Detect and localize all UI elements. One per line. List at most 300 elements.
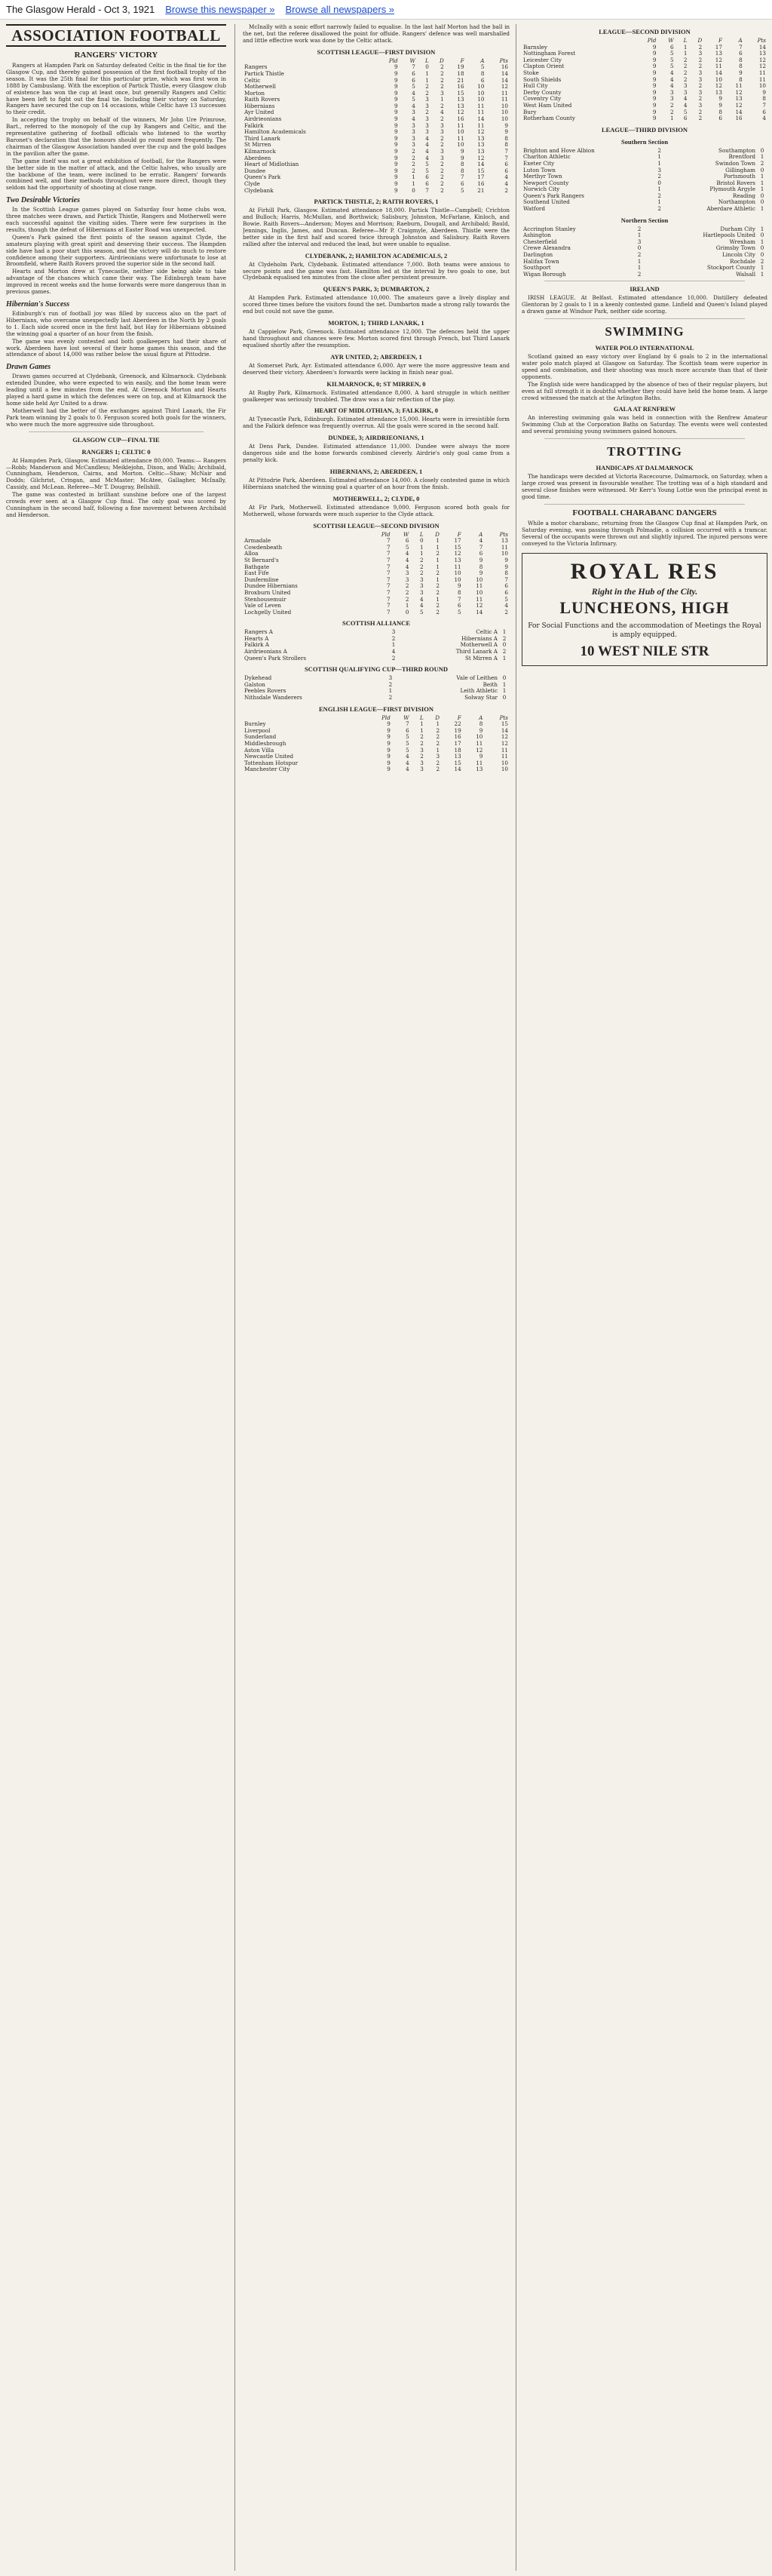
away-team: Lincoln City — [721, 251, 755, 259]
stat-cell: 11 — [501, 89, 508, 97]
article-paragraph: In the Scottish League games played on Saturday four home clubs won, three matches were drawn, and Partick Thistle, Rangers and Motherwell were each successful against the visiting sides. There were few surprises in the results, though the defeat of Hibernians at Easter Road was unexpected. — [6, 206, 226, 233]
browse-all-newspapers-link[interactable]: Browse all newspapers » — [285, 4, 395, 15]
match-report-text: At Firhill Park, Glasgow. Estimated attendance 18,000. Partick Thistle—Campbell; Crichton and Bulloch; Harris, McMullan, and Borthwick; Salisbury, Johnston, McFarlane, Kinloch, and Bowie. Raith Rovers—Anderson; Moyes and Morrison; Raeburn, Dougall, and Archibald; Bauld, Jennings, Inglis, James, and Duncan. Referee—Mr P. Craigmyle, Aberdeen. Thistle were the better side in the first half and scored twice through Johnston and Salisbury. Raith Rovers rallied after the interval and reduced the lead, but were unable to equalise. — [243, 207, 510, 247]
team-name-cell: Sunderland — [244, 733, 277, 741]
away-team: Solway Star — [464, 694, 498, 702]
stat-cell: 10 — [477, 83, 485, 91]
stat-cell: 10 — [501, 766, 508, 773]
stat-cell: 8 — [480, 69, 485, 77]
home-score: 3 — [388, 674, 393, 682]
stat-cell: 3 — [425, 102, 429, 109]
stat-cell: 2 — [683, 69, 688, 76]
stat-cell: 1 — [420, 720, 424, 728]
stat-cell: 9 — [504, 556, 508, 563]
stat-cell: 2 — [436, 550, 440, 557]
home-score: 4 — [391, 648, 396, 656]
away-team: Hibernians A — [461, 634, 498, 642]
stat-cell: 8 — [479, 720, 483, 728]
stat-cell: 1 — [425, 69, 429, 77]
table-row — [243, 161, 510, 168]
team-name-cell: Broxburn United — [244, 588, 291, 596]
home-team: Dykehead — [244, 674, 272, 682]
stat-cell: 9 — [479, 753, 483, 760]
home-score: 2 — [637, 270, 642, 278]
stat-cell: 5 — [425, 167, 429, 174]
team-name-cell: Rangers — [244, 63, 268, 71]
table-header-row — [522, 38, 767, 45]
stat-cell: 9 — [504, 121, 508, 129]
home-team: Southend United — [523, 198, 570, 206]
stat-cell: 6 — [412, 76, 415, 84]
stat-cell: 11 — [501, 753, 508, 760]
table-header-cell: L — [425, 57, 429, 64]
match-report-heading: MORTON, 1; THIRD LANARK, 1 — [328, 319, 424, 327]
stat-cell: 2 — [698, 115, 703, 122]
stat-cell: 6 — [504, 161, 508, 168]
match-report-heading: HEART OF MIDLOTHIAN, 3; FALKIRK, 0 — [314, 407, 439, 415]
divider — [544, 503, 745, 505]
stat-cell: 6 — [405, 537, 409, 545]
stat-cell: 4 — [670, 75, 674, 83]
stat-cell: 9 — [387, 733, 391, 741]
ad-title: ROYAL RES — [570, 559, 719, 585]
away-team: Vale of Leithen — [456, 674, 498, 682]
stat-cell: 2 — [698, 63, 703, 70]
stat-cell: 9 — [652, 95, 657, 103]
stat-cell: 9 — [394, 173, 398, 181]
ad-address: 10 WEST NILE STR — [580, 643, 709, 660]
home-team: Newport County — [523, 179, 569, 186]
stat-cell: 2 — [436, 766, 440, 773]
article-paragraph: Scotland gained an easy victory over England by 6 goals to 2 in the international water polo match played at Glasgow on Saturday. The Scottish team were superior in speed and combination, and their shooting was much more accurate than that of their opponents. — [522, 353, 767, 380]
stat-cell: 11 — [477, 109, 485, 116]
stat-cell: 21 — [477, 186, 485, 194]
away-team: Northampton — [718, 198, 755, 206]
stat-cell: 1 — [436, 563, 440, 570]
home-score: 0 — [637, 244, 642, 252]
stat-cell: 4 — [683, 101, 688, 109]
team-name-cell: Burnley — [244, 720, 266, 728]
advertisement — [522, 553, 767, 666]
match-report-heading: HIBERNIANS, 2; ABERDEEN, 1 — [329, 467, 423, 475]
stat-cell: 2 — [436, 608, 440, 616]
stat-cell: 6 — [739, 50, 743, 57]
table-row — [243, 136, 510, 143]
away-team: Walsall — [736, 270, 755, 278]
result-row — [243, 675, 510, 682]
away-team: Celtic A — [476, 628, 498, 636]
table-header-cell: D — [439, 57, 444, 64]
stat-cell: 2 — [425, 83, 429, 91]
stat-cell: 3 — [440, 128, 444, 136]
stat-cell: 2 — [405, 582, 409, 590]
table-row — [243, 597, 510, 603]
table-row — [243, 174, 510, 181]
home-team: Southport — [523, 264, 551, 272]
stat-cell: 16 — [735, 115, 743, 122]
stat-cell: 3 — [420, 759, 424, 766]
stat-cell: 14 — [501, 69, 508, 77]
match-report-heading: PARTICK THISTLE, 2; RAITH ROVERS, 1 — [314, 198, 439, 206]
stat-cell: 9 — [394, 121, 398, 129]
home-score: 1 — [637, 257, 642, 265]
stat-cell: 5 — [420, 608, 424, 616]
stat-cell: 11 — [501, 543, 508, 551]
team-name-cell: Manchester City — [244, 766, 290, 773]
stat-cell: 13 — [457, 102, 464, 109]
team-name-cell: Dunfermline — [244, 576, 279, 583]
stat-cell: 9 — [652, 88, 657, 96]
article-paragraph: The handicaps were decided at Victoria Racecourse, Dalmarnock, on Saturday, when a large crowd was present in favourable weather. The trotting was of a high standard and several close finishes were witnessed. Mr Kerr's Young Lottie won the principal event in good time. — [522, 473, 767, 500]
stat-cell: 9 — [652, 115, 657, 122]
table-row — [243, 766, 510, 773]
stat-cell: 3 — [425, 115, 429, 123]
stat-cell: 10 — [454, 576, 461, 583]
match-reports — [243, 198, 510, 517]
article-heading: IRELAND — [630, 285, 660, 293]
home-team: Brighton and Hove Albion — [523, 146, 595, 154]
stat-cell: 6 — [718, 115, 722, 122]
table-header-cell: F — [460, 57, 464, 64]
stat-cell: 9 — [652, 75, 657, 83]
browse-newspaper-link[interactable]: Browse this newspaper » — [165, 4, 275, 15]
stat-cell: 2 — [683, 63, 688, 70]
stat-cell: 9 — [652, 108, 657, 115]
table-header-cell: A — [479, 714, 483, 721]
table-row — [243, 188, 510, 195]
table-row — [243, 551, 510, 557]
stat-cell: 3 — [670, 88, 674, 96]
stat-cell: 2 — [683, 75, 688, 83]
stat-cell: 10 — [477, 89, 485, 97]
newspaper-page — [0, 20, 772, 2576]
stat-cell: 10 — [501, 759, 508, 766]
table-row — [522, 63, 767, 70]
stat-cell: 2 — [412, 161, 415, 168]
stat-cell: 12 — [501, 740, 508, 747]
stat-cell: 4 — [670, 69, 674, 76]
stat-cell: 5 — [412, 83, 415, 91]
team-name-cell: South Shields — [523, 75, 562, 83]
article-heading: GLASGOW CUP—FINAL TIE — [72, 435, 160, 444]
stat-cell: 9 — [387, 726, 391, 734]
stat-cell: 4 — [425, 134, 429, 142]
stat-cell: 1 — [683, 43, 688, 51]
stat-cell: 7 — [425, 186, 429, 194]
stat-cell: 2 — [420, 753, 424, 760]
team-name-cell: Coventry City — [523, 95, 562, 103]
stat-cell: 9 — [652, 69, 657, 76]
home-score: 1 — [657, 186, 661, 193]
stat-cell: 10 — [476, 588, 483, 596]
stat-cell: 14 — [758, 43, 766, 51]
stat-cell: 14 — [454, 766, 461, 773]
stat-cell: 17 — [715, 43, 722, 51]
table-row — [522, 77, 767, 84]
stat-cell: 9 — [394, 83, 398, 91]
league-table-second-division — [243, 532, 510, 616]
stat-cell: 9 — [394, 148, 398, 155]
article-heading: RANGERS 1; CELTIC 0 — [81, 447, 151, 456]
stat-cell: 3 — [440, 148, 444, 155]
stat-cell: 6 — [458, 602, 461, 609]
team-name-cell: Bury — [523, 108, 537, 115]
stat-cell: 3 — [412, 141, 415, 149]
stat-cell: 19 — [454, 726, 461, 734]
stat-cell: 10 — [457, 141, 464, 149]
stat-cell: 7 — [387, 570, 391, 577]
table-heading: LEAGUE—SECOND DIVISION — [599, 28, 691, 35]
team-name-cell: Tottenham Hotspur — [244, 759, 299, 766]
stat-cell: 9 — [739, 69, 743, 76]
away-score: 0 — [760, 192, 764, 199]
stat-cell: 7 — [504, 576, 508, 583]
stat-cell: 6 — [504, 582, 508, 590]
team-name-cell: Third Lanark — [244, 134, 280, 142]
stat-cell: 7 — [387, 582, 391, 590]
stat-cell: 2 — [425, 109, 429, 116]
match-report-text: At Somerset Park, Ayr. Estimated attendance 6,000. Ayr were the more aggressive team and deserved their victory. Aberdeen's forwards were lacking in finish near goal. — [243, 361, 510, 376]
stat-cell: 11 — [476, 740, 483, 747]
team-name-cell: Stoke — [523, 69, 539, 76]
away-score: 1 — [760, 205, 764, 213]
stat-cell: 2 — [420, 570, 424, 577]
stat-cell: 2 — [698, 43, 703, 51]
stat-cell: 10 — [501, 109, 508, 116]
stat-cell: 9 — [394, 167, 398, 174]
stat-cell: 4 — [425, 148, 429, 155]
stat-cell: 9 — [394, 102, 398, 109]
stat-cell: 2 — [698, 108, 703, 115]
team-name-cell: Morton — [244, 89, 265, 97]
stat-cell: 9 — [718, 95, 722, 103]
stat-cell: 11 — [476, 582, 483, 590]
stat-cell: 14 — [501, 726, 508, 734]
stat-cell: 2 — [436, 588, 440, 596]
stat-cell: 7 — [479, 543, 483, 551]
stat-cell: 12 — [454, 550, 461, 557]
result-row — [522, 272, 767, 278]
team-name-cell: Aberdeen — [244, 154, 271, 161]
stat-cell: 2 — [420, 740, 424, 747]
table-row — [243, 109, 510, 116]
table-heading: SCOTTISH QUALIFYING CUP—THIRD ROUND — [304, 665, 449, 674]
stat-cell: 16 — [477, 180, 485, 187]
stat-cell: 5 — [425, 161, 429, 168]
stat-cell: 2 — [440, 161, 444, 168]
stat-cell: 5 — [670, 50, 674, 57]
away-team: Rochdale — [730, 257, 755, 265]
stat-cell: 4 — [420, 602, 424, 609]
stat-cell: 1 — [670, 115, 674, 122]
table-row — [243, 116, 510, 123]
team-name-cell: Liverpool — [244, 726, 271, 734]
table-row — [243, 91, 510, 97]
match-report-heading: MOTHERWELL, 2; CLYDE, 0 — [332, 494, 420, 502]
article-heading: RANGERS' VICTORY — [74, 51, 158, 60]
stat-cell: 5 — [406, 740, 409, 747]
stat-cell: 10 — [501, 115, 508, 123]
home-score: 2 — [388, 694, 393, 702]
stat-cell: 9 — [479, 556, 483, 563]
away-score: 2 — [502, 634, 507, 642]
article-paragraph: At Hampden Park, Glasgow. Estimated attendance 80,000. Teams:— Rangers—Robb; Manderson and McCandless; Meiklejohn, Dixon, and Walls; Archibald, Cunningham, Henderson, Cairns, and Morton. Celtic—Shaw; McNair and Dodds; Gilchrist, Cringan, and McMaster; McAtee, Gallagher, McInally, Cassidy, and McLean. Referee—Mr T. Dougray, Bellshill. — [6, 456, 226, 491]
stat-cell: 6 — [683, 115, 688, 122]
home-score: 2 — [388, 680, 393, 688]
stat-cell: 9 — [652, 43, 657, 51]
stat-cell: 11 — [501, 96, 508, 103]
stat-cell: 16 — [457, 83, 464, 91]
article-paragraph: Motherwell had the better of the exchanges against Third Lanark, the Fir Park team winning by 2 goals to 0. Ferguson scored both goals for the winners, who were much the more aggressive side throughout. — [6, 407, 226, 428]
stat-cell: 5 — [458, 608, 461, 616]
table-row — [243, 557, 510, 564]
stat-cell: 3 — [412, 128, 415, 136]
result-row — [243, 656, 510, 662]
away-score: 0 — [760, 166, 764, 173]
stat-cell: 2 — [436, 733, 440, 741]
team-name-cell: St Bernard's — [244, 556, 279, 563]
stat-cell: 3 — [412, 109, 415, 116]
away-team: Aberdare Athletic — [706, 205, 755, 213]
section-heading: ASSOCIATION FOOTBALL — [6, 24, 226, 47]
stat-cell: 2 — [436, 740, 440, 747]
team-name-cell: St Mirren — [244, 141, 271, 149]
away-score: 1 — [760, 173, 764, 180]
stat-cell: 3 — [698, 88, 703, 96]
stat-cell: 14 — [477, 161, 485, 168]
table-row — [243, 545, 510, 551]
away-team: Grimsby Town — [715, 244, 755, 252]
stat-cell: 9 — [387, 753, 391, 760]
stat-cell: 4 — [405, 563, 409, 570]
article-paragraph: The game itself was not a great exhibition of football, for the Rangers were the better side in the matter of attack, and the Celtic halves, who usually are the backbone of the team, were inclined to be erratic. Rangers' forwards combined well, and their methods throughout were more direct, though they seldom had the opportunity of shooting at close range. — [6, 157, 226, 192]
stat-cell: 2 — [412, 167, 415, 174]
away-team: Leith Athletic — [460, 687, 498, 695]
team-name-cell: Clapton Orient — [523, 63, 565, 70]
stat-cell: 18 — [454, 746, 461, 754]
table-header-cell: D — [697, 37, 703, 44]
table-row — [243, 103, 510, 110]
stat-cell: 3 — [425, 121, 429, 129]
away-score: 0 — [760, 251, 764, 259]
stat-cell: 4 — [412, 89, 415, 97]
stat-cell: 10 — [501, 550, 508, 557]
stat-cell: 4 — [406, 766, 409, 773]
stat-cell: 1 — [412, 180, 415, 187]
team-name-cell: Clydebank — [244, 186, 274, 194]
away-score: 0 — [502, 694, 507, 702]
home-score: 3 — [637, 238, 642, 245]
stat-cell: 10 — [454, 570, 461, 577]
team-name-cell: Leicester City — [523, 56, 562, 63]
stat-cell: 6 — [762, 108, 766, 115]
stat-cell: 6 — [425, 180, 429, 187]
stat-cell: 13 — [477, 134, 485, 142]
stat-cell: 13 — [501, 537, 508, 545]
team-name-cell: Newcastle United — [244, 753, 294, 760]
stat-cell: 7 — [387, 556, 391, 563]
stat-cell: 7 — [387, 563, 391, 570]
stat-cell: 11 — [477, 102, 485, 109]
article-paragraph: In accepting the trophy on behalf of the winners, Mr John Ure Primrose, Bart., referred to the monopoly of the cup by Rangers and Celtic, and the representative gathering of football officials who listened to the worthy Baronet's declaration that the honours should go round more frequently. The chairman of the Glasgow Association handed over the cup and the gold badges in the pavilion after the game. — [6, 116, 226, 157]
column-sport-and-ads — [522, 24, 767, 2571]
stat-cell: 8 — [461, 161, 464, 168]
table-row — [243, 721, 510, 728]
away-score: 1 — [502, 628, 507, 636]
stat-cell: 13 — [457, 96, 464, 103]
team-name-cell: Raith Rovers — [244, 96, 280, 103]
away-score: 2 — [760, 159, 764, 167]
stat-cell: 12 — [715, 82, 722, 90]
stat-cell: 2 — [670, 108, 674, 115]
stat-cell: 2 — [436, 570, 440, 577]
article-paragraph: While a motor charabanc, returning from the Glasgow Cup final at Hampden Park, on Saturday evening, was passing through Polmadie, a collision occurred with a tramcar. Several of the occupants were thrown out and slightly injured. The injured persons were conveyed to the Victoria Infirmary. — [522, 519, 767, 547]
stat-cell: 5 — [670, 63, 674, 70]
stat-cell: 10 — [758, 82, 766, 90]
stat-cell: 1 — [420, 550, 424, 557]
table-heading: SCOTTISH LEAGUE—FIRST DIVISION — [317, 48, 436, 56]
stat-cell: 2 — [420, 563, 424, 570]
home-score: 2 — [657, 146, 661, 154]
result-row — [243, 695, 510, 702]
stat-cell: 3 — [670, 95, 674, 103]
home-team: Airdrieonians A — [244, 648, 287, 656]
away-score: 1 — [760, 225, 764, 232]
stat-cell: 7 — [504, 148, 508, 155]
stat-cell: 4 — [425, 141, 429, 149]
table-header-cell: F — [457, 714, 461, 721]
stat-cell: 3 — [405, 576, 409, 583]
home-team: Nithsdale Wanderers — [244, 694, 302, 702]
stat-cell: 3 — [440, 154, 444, 161]
home-team: Charlton Athletic — [523, 153, 571, 161]
away-team: Southampton — [718, 146, 755, 154]
stat-cell: 9 — [652, 63, 657, 70]
stat-cell: 16 — [457, 115, 464, 123]
stat-cell: 9 — [394, 128, 398, 136]
table-header-cell: L — [683, 37, 688, 44]
stat-cell: 2 — [420, 556, 424, 563]
stat-cell: 3 — [412, 121, 415, 129]
stat-cell: 7 — [461, 173, 464, 181]
divider — [544, 318, 745, 319]
stat-cell: 1 — [420, 543, 424, 551]
away-score: 1 — [760, 179, 764, 186]
stat-cell: 4 — [405, 550, 409, 557]
stat-cell: 6 — [412, 69, 415, 77]
column-league-tables — [243, 24, 510, 2571]
stat-cell: 0 — [412, 186, 415, 194]
stat-cell: 8 — [504, 134, 508, 142]
stat-cell: 2 — [440, 115, 444, 123]
team-name-cell: Alloa — [244, 550, 259, 557]
stat-cell: 2 — [405, 588, 409, 596]
stat-cell: 3 — [405, 570, 409, 577]
home-score: 2 — [391, 654, 396, 662]
stat-cell: 9 — [652, 50, 657, 57]
stat-cell: 3 — [698, 75, 703, 83]
home-score: 1 — [637, 232, 642, 239]
stat-cell: 3 — [440, 89, 444, 97]
stat-cell: 2 — [440, 63, 444, 71]
stat-cell: 3 — [698, 50, 703, 57]
article-subheading: Hibernian's Success — [6, 300, 70, 309]
stat-cell: 9 — [718, 101, 722, 109]
stat-cell: 1 — [405, 602, 409, 609]
table-header-cell: Pts — [757, 37, 766, 44]
stat-cell: 7 — [387, 588, 391, 596]
article-paragraph: Rangers at Hampden Park on Saturday defeated Celtic in the final tie for the Glasgow Cup, and thereby gained possession of the first football trophy of the season. It was the 25th final for this particular prize, which was first won in 1888 by Cambuslang. With the exception of Partick Thistle, every Glasgow club of existence has won the cup at least once, but generally Rangers and Celtic have been left to fight out the final tie. Including their victory on Saturday, Rangers have secured the cup on 14 occasions, while Celtic have 13 successes to their credit. — [6, 62, 226, 116]
